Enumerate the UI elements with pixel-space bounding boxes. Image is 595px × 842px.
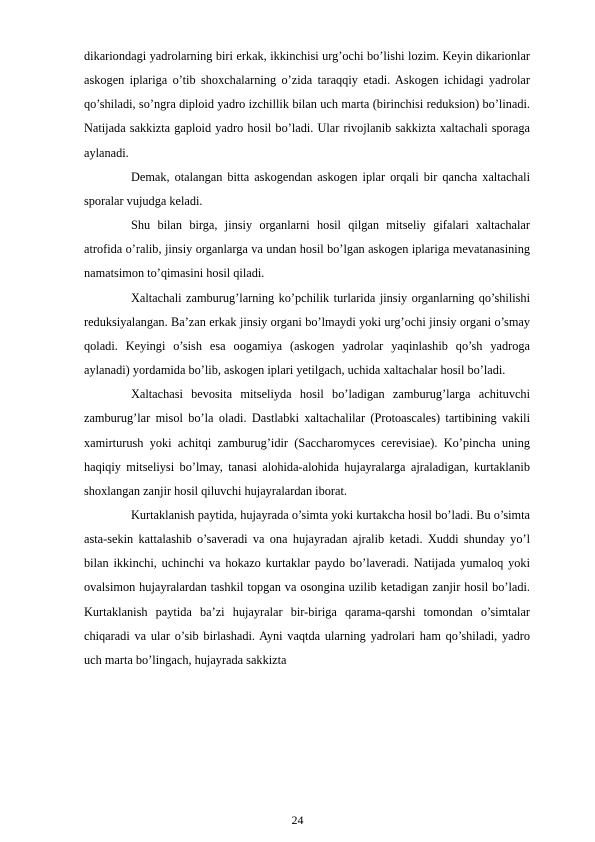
page-number: 24 <box>291 813 304 827</box>
paragraph-2: Demak, otalangan bitta askogendan askogen iplar orqali bir qancha xaltachali sporalar vujudga keladi. <box>84 169 530 208</box>
paragraph-6: Kurtaklanish paytida, hujayrada o’simta yoki kurtakcha hosil bo’ladi. Bu o’simta asta-sekin kattalashib o’saveradi va ona hujayradan ajralib ketadi. Xuddi shunday yo’l bilan ikkinchi, uchinchi va hokazo kurtaklar paydo bo’laveradi. Natijada yumaloq yoki ovalsimon hujayralardan tashkil topgan va osongina uzilib ketadigan zanjir hosil bo’ladi. Kurtaklanish paytida ba’zi hujayralar bir-biriga qarama-qarshi tomondan o’simtalar chiqaradi va ular o’sib birlashadi. Ayni vaqtda ularning yadrolari ham qo’shiladi, yadro uch marta bo’lingach, hujayrada sakkizta <box>84 507 530 667</box>
paragraph-1: dikariondagi yadrolarning biri erkak, ikkinchisi urg’ochi bo’lishi lozim. Keyin dikarionlar askogen iplariga o’tib shoxchalarning o’zida taraqqiy etadi. Askogen ichidagi yadrolar qo’shiladi, so’ngra diploid yadro izchillik bilan uch marta (birinchisi reduksion) bo’linadi. Natijada sakkizta gaploid yadro hosil bo’ladi. Ular rivojlanib sakkizta xaltachali sporaga aylanadi. <box>84 49 530 160</box>
document-page <box>84 44 530 672</box>
paragraph-4: Xaltachali zamburug’larning ko’pchilik turlarida jinsiy organlarning qo’shilishi reduksiyalangan. Ba’zan erkak jinsiy organi bo’lmaydi yoki urg’ochi jinsiy organi o’smay qoladi. Keyingi o’sish esa oogamiya (askogen yadrolar yaqinlashib qo’sh yadroga aylanadi) yordamida bo’lib, askogen iplari yetilgach, uchida xaltachalar hosil bo’ladi. <box>84 290 530 378</box>
paragraph-3: Shu bilan birga, jinsiy organlarni hosil qilgan mitseliy gifalari xaltachalar atrofida o’ralib, jinsiy organlarga va undan hosil bo’lgan askogen iplariga mevatanasining namatsimon to’qimasini hosil qiladi. <box>84 218 530 281</box>
paragraph-5: Xaltachasi bevosita mitseliyda hosil bo’ladigan zamburug’larga achituvchi zamburug’lar misol bo’la oladi. Dastlabki xaltachalilar (Protoascales) tartibining vakili xamirturush yoki achitqi zamburug’idir (Saccharomyces cerevisiae). Ko’pincha uning haqiqiy mitseliysi bo’lmay, tanasi alohida-alohida hujayralarga ajraladigan, kurtaklanib shoxlangan zanjir hosil qiluvchi hujayralardan iborat. <box>84 387 530 498</box>
